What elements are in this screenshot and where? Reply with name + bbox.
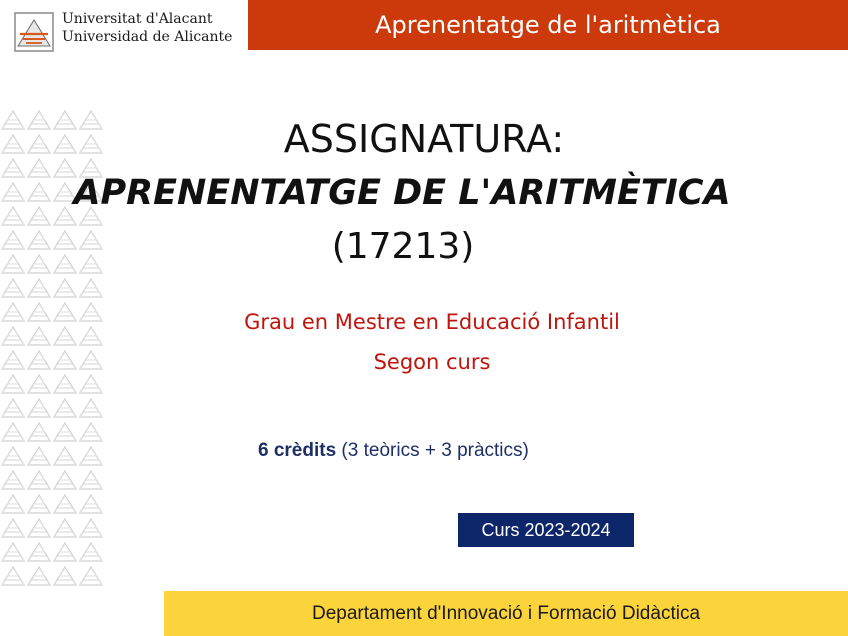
university-logo: [14, 8, 244, 52]
header-title: Aprenentatge de l'aritmètica: [375, 11, 721, 39]
subject-label: ASSIGNATURA:: [283, 117, 565, 161]
department-name: Departament d'Innovació i Formació Didàctica: [311, 603, 701, 624]
university-name: [62, 10, 232, 46]
credits-breakdown: (3 teòrics + 3 pràctics): [336, 440, 529, 461]
program-info: [0, 302, 848, 382]
course-year: Segon curs: [373, 350, 491, 374]
subject-code: (17213): [331, 226, 475, 267]
university-emblem-icon: [14, 12, 54, 52]
subject-title: [0, 112, 848, 274]
degree-name: Grau en Mestre en Educació Infantil: [244, 310, 620, 334]
credits-info: [258, 437, 529, 465]
university-name-ca: Universitat d'Alacant: [62, 11, 213, 27]
credits-count: 6 crèdits: [258, 440, 337, 461]
academic-year-label: Curs 2023-2024: [481, 520, 611, 540]
academic-year-badge: [458, 513, 634, 547]
header-title-bar: [248, 0, 848, 50]
subject-name: APRENENTATGE DE L'ARITMÈTICA: [73, 173, 731, 213]
university-name-es: Universidad de Alicante: [62, 29, 233, 45]
department-footer: [164, 591, 848, 636]
